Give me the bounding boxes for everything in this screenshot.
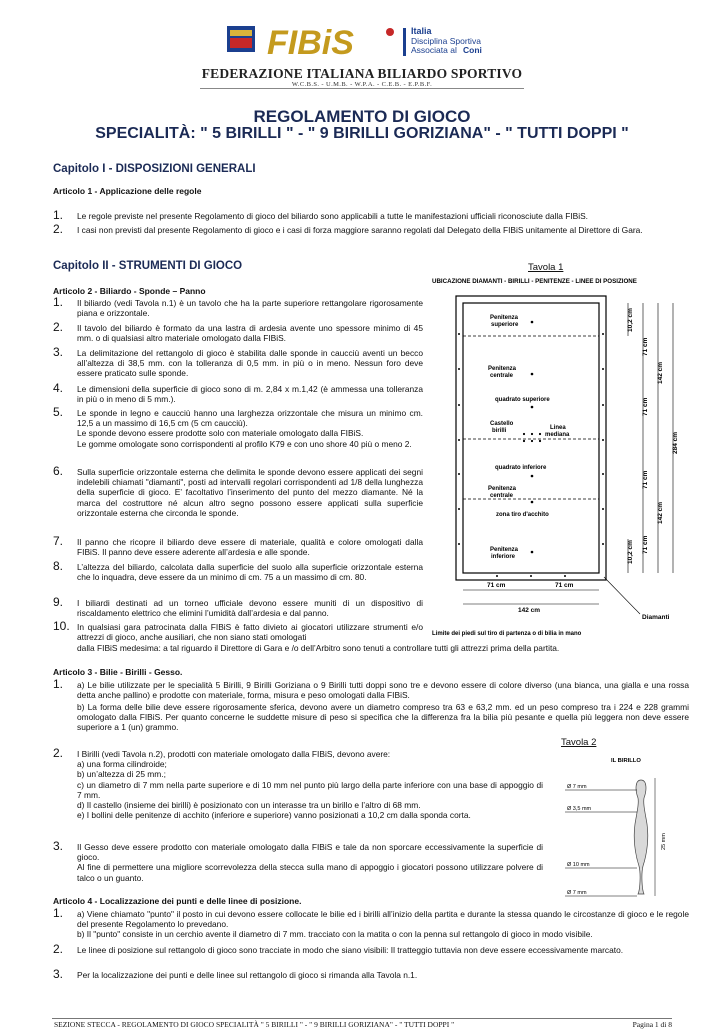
- list-item: Le dimensioni della superficie di gioco sono di m. 2,84 x m.1,42 (è ammessa una tolleranza in più o in meno di 5 mm.).: [77, 384, 423, 405]
- pen-sup-1: Penitenza: [490, 315, 519, 321]
- item-number: 5.: [53, 405, 64, 419]
- org-subtitle: W.C.B.S. - U.M.B. - W.P.A. - C.E.B. - E.P.B.F.: [291, 81, 433, 88]
- tavola-2-diagram: [555, 754, 690, 904]
- coni-italia: Italia: [411, 26, 432, 36]
- item-number: 9.: [53, 595, 64, 609]
- dim-142-bottom: 142 cm: [518, 607, 541, 614]
- page-number: Pagina 1 di 8: [632, 1020, 672, 1029]
- article-1-title: Articolo 1 - Applicazione delle regole: [53, 186, 202, 196]
- item-number: 2.: [53, 942, 64, 956]
- article-4-title: Articolo 4 - Localizzazione dei punti e delle linee di posizione.: [53, 896, 302, 906]
- table-outer: [456, 296, 606, 580]
- birilli-d: d) Il castello (insieme dei birilli) è posizionato con un interasse tra un birillo e l’altro di 68 mm.: [77, 800, 421, 811]
- chapter-1-title: Capitolo I - DISPOSIZIONI GENERALI: [53, 163, 256, 175]
- item-number: 3.: [53, 345, 64, 359]
- tavola-2-label: Tavola 2: [561, 737, 597, 748]
- doc-subtitle: SPECIALITÀ: " 5 BIRILLI " - " 9 BIRILLI GORIZIANA" - " TUTTI DOPPI ": [95, 125, 629, 142]
- linea-1: Linea: [550, 425, 566, 431]
- tavola-1-diagram: [428, 274, 698, 639]
- dim-142-b: 142 cm: [657, 501, 664, 524]
- logo-graphic: [227, 22, 497, 64]
- castello-2: birilli: [492, 428, 507, 434]
- item-number: 7.: [53, 534, 64, 548]
- coni-line1: Disciplina Sportiva: [411, 36, 481, 46]
- d35: Ø 3,5 mm: [567, 806, 592, 812]
- birilli-c: c) un diametro di 7 mm nella parte superiore e di 10 mm nel punto più largo della parte inferiore con una base di appoggio di 7 mm.: [77, 779, 543, 800]
- list-item: In qualsiasi gara patrocinata dalla FIBiS è fatto divieto ai giocatori utilizzare strumenti e/o attrezzi di gioco, anche ausiliari, che non siano stati omologati: [77, 622, 423, 643]
- list-item: b) La forma delle bilie deve essere rigorosamente sferica, devono avere un diametro compreso tra 63 e 63,2 mm. ed un peso compreso tra i 224 e 228 grammi omologato dalla FIBiS. Per quanto concerne le suddette misure di peso si specifica che la differenza fra la bilia più pesante e quella più leggera non deve essere superiore a 1 (un) grammo.: [77, 702, 689, 733]
- list-item: L’altezza del biliardo, calcolata dalla superficie del suolo alla superficie orizzontale esterna che lo inquadra, deve essere da un minimo di cm. 75 a un massimo di cm. 80.: [77, 562, 423, 583]
- item-number: 1.: [53, 208, 64, 222]
- dim-284: 284 cm: [672, 431, 679, 454]
- birilli-a: a) una forma cilindroide;: [77, 759, 167, 770]
- pen-inf-1: Penitenza: [490, 547, 519, 553]
- pen-cen2-1: Penitenza: [488, 486, 517, 492]
- pen-cen-1: Penitenza: [488, 366, 517, 372]
- list-item: Le regole previste nel presente Regolamento di gioco del biliardo sono applicabili a tutte le manifestazioni ufficiali riconosciute dalla FIBiS.: [77, 211, 589, 221]
- item-number: 1.: [53, 906, 64, 920]
- list-item: [77, 749, 543, 820]
- list-item: Il panno che ricopre il biliardo deve essere di materiale, qualità e colore omologati dalla FIBiS. Il panno deve essere aderente all’ardesia e alle sponde.: [77, 537, 423, 558]
- item-number: 10.: [53, 619, 70, 633]
- d7-top: Ø 7 mm: [567, 784, 587, 790]
- dim-71-bottom-left: 71 cm: [487, 582, 506, 589]
- item-number: 4.: [53, 381, 64, 395]
- diagram-title: UBICAZIONE DIAMANTI - BIRILLI - PENITENZE - LINEE DI POSIZIONE: [432, 278, 637, 285]
- coni-line2: Associata al: [411, 45, 457, 55]
- dim-71-b: 71 cm: [642, 397, 649, 416]
- pen-sup-2: superiore: [491, 322, 519, 328]
- pen-cen-2: centrale: [490, 373, 514, 379]
- logo-text: FIBiS: [267, 24, 354, 62]
- dim-10-2-bottom: 10,2 cm: [627, 540, 634, 564]
- item-number: 3.: [53, 839, 64, 853]
- list-item: Le linee di posizione sul rettangolo di gioco sono tracciate in modo che siano visibili: Il tratteggio tuttavia non deve essere eccessivamente marcato.: [77, 945, 624, 955]
- item-number: 3.: [53, 967, 64, 981]
- list-item: I biliardi destinati ad un torneo ufficiale devono essere muniti di un dispositivo di riscaldamento elettrico che elimini l’umidità dall’ardesia e dal panno.: [77, 598, 423, 619]
- list-item: Il tavolo del biliardo è formato da una lastra di ardesia avente uno spessore minimo di 45 mm. o di qualsiasi altro materiale omologato dalla FIBiS.: [77, 323, 423, 344]
- list-item: Per la localizzazione dei punti e delle linee sul rettangolo di gioco si rimanda alla Tavola n.1.: [77, 970, 418, 980]
- list-item: La delimitazione del rettangolo di gioco è stabilita dalle sponde in caucciù aventi un becco all’altezza di 38,5 mm. con la tolleranza di 0,5 mm. in più o in meno. Nessun foro deve essere praticato sulle sponde.: [77, 348, 423, 379]
- doc-title: REGOLAMENTO DI GIOCO: [253, 107, 471, 126]
- fibis-logo: [227, 22, 497, 69]
- castello-1: Castello: [490, 421, 514, 427]
- footer-text: SEZIONE STECCA - REGOLAMENTO DI GIOCO SPECIALITÀ " 5 BIRILLI " - " 9 BIRILLI GORIZIANA" - " TUTTI DOPPI ": [54, 1020, 455, 1029]
- list-item-continuation: dalla FIBiS medesima: a tal riguardo il Direttore di Gara e /o dell’Arbitro sono tenuti a controllare tutti gli attrezzi prima della partita.: [77, 643, 560, 653]
- list-item: Il Gesso deve essere prodotto con materiale omologato dalla FIBiS e tale da non sporcare eccessivamente la superficie di gioco. Al fine di permettere una migliore scorrevolezza della stecca sulla mano di appoggio i giocatori possono utilizzare polvere di talco o un guanto.: [77, 842, 543, 883]
- list-item: a) Viene chiamato "punto" il posto in cui devono essere collocate le bilie ed i birilli all’inizio della partita e durante la stessa quando le circostanze di gioco e le regole del presente Regolamento lo prevedano. b) Il "punto" consiste in un cerchio avente il diametro di 7 mm. tracciato con la matita o con la penna sul rettangolo di gioco in modo visibile.: [77, 909, 689, 940]
- diamonds: [458, 333, 604, 577]
- footer-divider: [52, 1018, 672, 1019]
- org-name: FEDERAZIONE ITALIANA BILIARDO SPORTIVO: [201, 66, 523, 81]
- zona-acchito: zona tiro d'acchito: [496, 512, 549, 518]
- chapter-2-title: Capitolo II - STRUMENTI DI GIOCO: [53, 260, 243, 272]
- dim-142-a: 142 cm: [657, 361, 664, 384]
- dim-71-a: 71 cm: [642, 337, 649, 356]
- table-inner: [463, 303, 599, 573]
- item-number: 1.: [53, 295, 64, 309]
- article-3-title: Articolo 3 - Bilie - Birilli - Gesso.: [53, 667, 183, 677]
- dim-71-bottom-right: 71 cm: [555, 582, 574, 589]
- quad-inf: quadrato inferiore: [495, 465, 547, 471]
- linea-2: mediana: [545, 432, 570, 438]
- limite-caption: Limite dei piedi sul tiro di partenza o di bilia in mano: [432, 631, 582, 637]
- pen-inf-2: inferiore: [491, 554, 516, 560]
- pen-cen2-2: centrale: [490, 493, 514, 499]
- birilli-intro: I Birilli (vedi Tavola n.2), prodotti con materiale omologato dalla FIBiS, devono avere:: [77, 749, 391, 759]
- list-item: Le sponde in legno e caucciù hanno una larghezza orizzontale che misura un minimo cm. 12,5 a un massimo di 16,5 cm (5 cm caucciù). Le sponde devono essere prodotte solo con materiale omologato dalla FIBiS. Le gomme omologate sono corrispondenti al profilo K79 e con uno shore 40 più o meno 2.: [77, 408, 423, 449]
- birillo-title: IL BIRILLO: [611, 758, 641, 764]
- quad-sup: quadrato superiore: [495, 397, 550, 403]
- item-number: 6.: [53, 464, 64, 478]
- dim-71-d: 71 cm: [642, 535, 649, 554]
- d10: Ø 10 mm: [567, 862, 590, 868]
- item-number: 8.: [53, 559, 64, 573]
- d7-bottom: Ø 7 mm: [567, 890, 587, 896]
- birilli-e: e) I bollini delle penitenze di acchito (inferiore e superiore) vanno posizionati a 10,2 cm dalla sponda corta.: [77, 810, 471, 821]
- pins-cluster: [523, 433, 541, 442]
- list-item: I casi non previsti dal presente Regolamento di gioco e i casi di forza maggiore saranno regolati dal Delegato della FIBiS unitamente al Direttore di Gara.: [77, 225, 643, 235]
- pin-shape: [634, 780, 648, 894]
- diamanti-label: Diamanti: [642, 614, 670, 621]
- tavola-1-label: Tavola 1: [528, 262, 564, 273]
- h25: 25 mm: [661, 833, 667, 850]
- list-item: Il biliardo (vedi Tavola n.1) è un tavolo che ha la parte superiore rettangolare rigorosamente piana e orizzontale.: [77, 298, 423, 319]
- dim-71-c: 71 cm: [642, 470, 649, 489]
- item-number: 1.: [53, 677, 64, 691]
- item-number: 2.: [53, 746, 64, 760]
- list-item: a) Le bilie utilizzate per le specialità 5 Birilli, 9 Birilli Goriziana o 9 Birilli tutti doppi sono tre e devono essere di colore diverso (una bianca, una gialla e una rossa detta anche pallino) e prodotte con materiale, forma, misura e peso omologati dalla FIBiS.: [77, 680, 689, 701]
- item-number: 2.: [53, 320, 64, 334]
- coni-brand: Coni: [463, 45, 482, 55]
- birilli-b: b) un’altezza di 25 mm.;: [77, 769, 166, 780]
- article-2-title: Articolo 2 - Biliardo - Sponde – Panno: [53, 286, 206, 296]
- item-number: 2.: [53, 222, 64, 236]
- dim-10-2-top: 10,2 cm: [627, 308, 634, 332]
- header-divider: [200, 88, 524, 89]
- list-item: Sulla superficie orizzontale esterna che delimita le sponde devono essere applicati dei segni indelebili chiamati "diamanti", posti ad intervalli regolari corrispondenti ad 1/8 della lunghezza della superficie di gioco. E’ facoltativo l’inserimento del punto del mezzo diamante. Né la marca del costruttore né alcun altro segno possono essere applicati sulla superficie orizzontale esterna che circonda le sponde.: [77, 467, 423, 518]
